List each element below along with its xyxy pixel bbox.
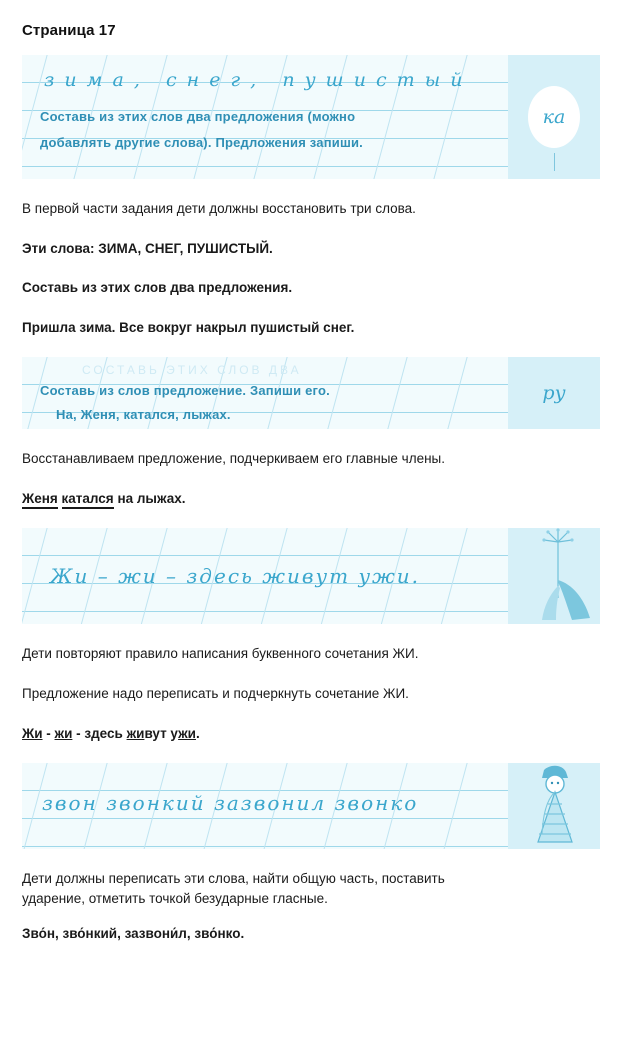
- paragraph-7: Дети повторяют правило написания буквенного сочетания ЖИ.: [22, 646, 419, 662]
- task-text-line-1: Составь из этих слов два предложения (можно: [40, 109, 356, 124]
- paragraph-10: [22, 869, 620, 908]
- predicate-word: катался: [62, 491, 114, 509]
- copybook-ruled-lines: [22, 55, 508, 179]
- zhi-4: жи: [178, 725, 196, 741]
- zhi-2: жи: [54, 725, 73, 741]
- page-title: Страница 17: [22, 22, 116, 39]
- copybook-ruled-lines: [22, 528, 508, 624]
- paragraph-10-line-2: ударение, отметить точкой безударные гласные.: [22, 890, 328, 906]
- paragraph-12: Зво́н, зво́нкий, зазвони́л, зво́нко.: [22, 926, 245, 942]
- zhi-1: Жи: [22, 725, 43, 741]
- paragraph-3: Составь из этих слов два предложения.: [22, 280, 293, 296]
- task-text-line-2: добавлять другие слова). Предложения запиши.: [40, 135, 363, 150]
- sep-1: -: [42, 725, 55, 741]
- subject-word: Женя: [22, 491, 58, 509]
- zhi-3: жи: [126, 725, 145, 741]
- task-text-line-2: На, Женя, катался, лыжах.: [56, 407, 231, 423]
- handwriting-words: звон звонкий зазвонил звонко: [42, 791, 419, 816]
- copybook-exercise-4: [22, 763, 600, 849]
- copybook-exercise-1: [22, 55, 600, 179]
- paragraph-8: Предложение надо переписать и подчеркнуть сочетание ЖИ.: [22, 685, 409, 701]
- faded-background-text: СОСТАВЬ ЭТИХ СЛОВ ДВА: [82, 363, 302, 378]
- paragraph-2: Эти слова: ЗИМА, СНЕГ, ПУШИСТЫЙ.: [22, 240, 273, 256]
- paragraph-1: В первой части задания дети должны восстановить три слова.: [22, 201, 416, 216]
- paragraph-5: Восстанавливаем предложение, подчеркиваем его главные члены.: [22, 451, 445, 467]
- copybook-side-panel: [508, 763, 600, 849]
- paragraph-6: [22, 489, 620, 509]
- copybook-exercise-3: [22, 528, 600, 624]
- copybook-ruled-lines: [22, 763, 508, 849]
- paragraph-10-line-1: Дети должны переписать эти слова, найти общую часть, поставить: [22, 871, 445, 887]
- handwriting-words: з и м а , с н е г , п у ш и с т ы й: [44, 69, 465, 91]
- copybook-side-panel: [508, 357, 600, 429]
- task-text-line-1: Составь из слов предложение. Запиши его.: [40, 383, 330, 399]
- handwriting-sentence: Жи – жи – здесь живут ужи.: [50, 564, 421, 589]
- balloon-string-icon: [554, 153, 555, 171]
- paragraph-4: Пришла зима. Все вокруг накрыл пушистый снег.: [22, 319, 355, 335]
- period: .: [195, 725, 200, 741]
- copybook-ruled-lines: [22, 357, 508, 429]
- sep-2: - здесь: [72, 725, 127, 741]
- copybook-side-panel: [508, 55, 600, 179]
- dandelion-icon: [514, 528, 594, 624]
- balloon-icon: [528, 86, 580, 148]
- copybook-side-panel: [508, 528, 600, 624]
- lady-figure-icon: [516, 764, 592, 848]
- word-tail: вут у: [144, 725, 179, 741]
- copybook-exercise-2: [22, 357, 600, 429]
- sentence-tail: на лыжах.: [113, 490, 186, 506]
- side-letter-label: ру: [542, 382, 566, 405]
- paragraph-9: [22, 724, 620, 744]
- side-letter-label: ка: [542, 106, 566, 128]
